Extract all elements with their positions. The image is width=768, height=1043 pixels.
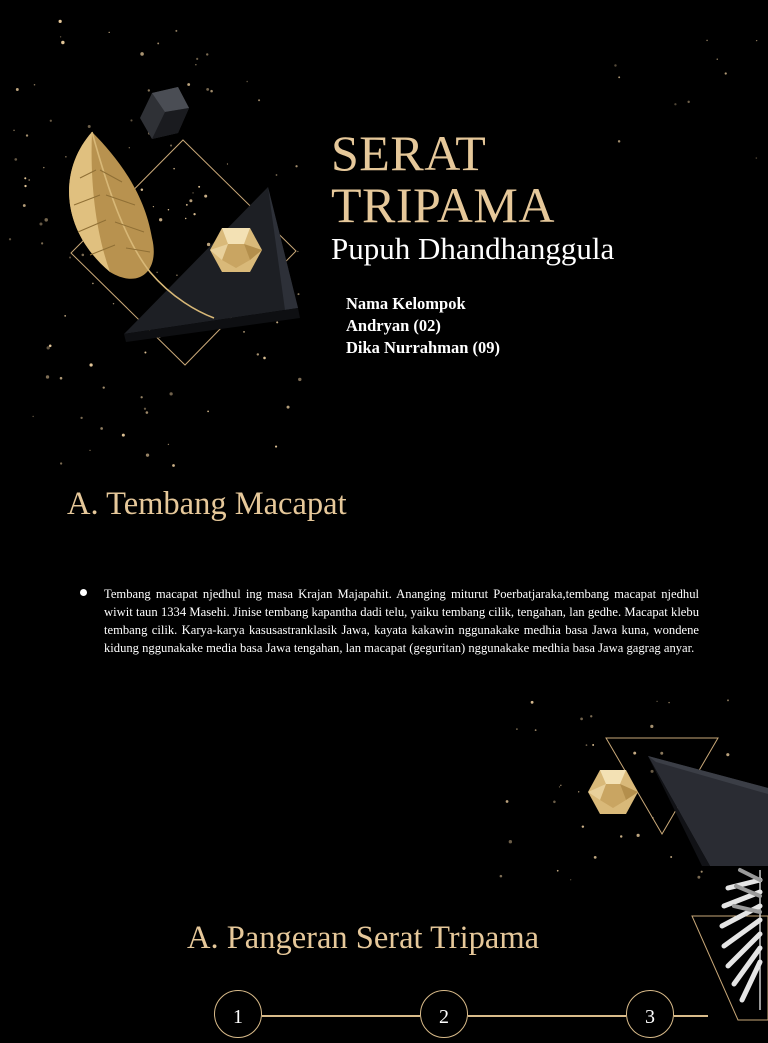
star-dot xyxy=(172,464,175,467)
star-dot xyxy=(553,801,556,804)
star-dot xyxy=(80,417,82,419)
step-connector xyxy=(674,1015,708,1017)
star-dot xyxy=(168,444,169,445)
subtitle: Pupuh Dhandhanggula xyxy=(331,231,615,266)
section-heading-tembang-macapat: A. Tembang Macapat xyxy=(67,486,347,522)
title-line-2: TRIPAMA xyxy=(331,177,555,233)
gold-gem-icon xyxy=(588,770,638,814)
star-dot xyxy=(146,454,149,457)
star-dot xyxy=(32,416,33,417)
star-dot xyxy=(516,728,517,729)
step-circle-3: 3 xyxy=(626,990,674,1038)
star-dot xyxy=(500,875,503,878)
star-dot xyxy=(727,699,729,701)
star-dot xyxy=(656,701,657,702)
star-dot xyxy=(614,64,616,66)
decor-bottom-right xyxy=(560,720,768,1024)
member-item: Dika Nurrahman (09) xyxy=(346,338,501,357)
star-dot xyxy=(275,446,277,448)
star-dot xyxy=(122,434,125,437)
star-dot xyxy=(146,411,149,414)
title-line-1: SERAT xyxy=(331,125,487,181)
star-dot xyxy=(756,157,758,159)
star-dot xyxy=(618,76,620,78)
star-dot xyxy=(287,406,290,409)
bullet-paragraph: Tembang macapat njedhul ing masa Krajan Majapahit. Ananging miturut Poerbatjaraka,tembang macapat njedhul wiwit taun 1334 Masehi. Jinise tembang kapantha dadi telu, yaiku tembang cilik, tengahan, lan gedhe. Macapat klebu tembang cilik. Karya-karya kasusastranklasik Jawa, kayata kakawin nggunakake medhia basa Jawa kuna, wondene kidung nggunakake media basa Jawa tengahan, lan macapat (geguritan) nggunakake medhia basa Jawa gagrag anyar. xyxy=(104,587,699,655)
star-dot xyxy=(590,715,592,717)
star-dot xyxy=(618,140,620,142)
star-dot xyxy=(756,40,757,41)
dark-prism-icon xyxy=(648,756,768,866)
star-dot xyxy=(706,40,708,42)
dark-gem-icon xyxy=(140,87,189,139)
step-circle-2: 2 xyxy=(420,990,468,1038)
star-dot xyxy=(509,840,512,843)
step-circle-1: 1 xyxy=(214,990,262,1038)
star-dot xyxy=(557,870,559,872)
step-connector xyxy=(262,1015,420,1017)
star-dot xyxy=(725,72,727,74)
star-dot xyxy=(674,103,676,105)
section-heading-pangeran-serat-tripama: A. Pangeran Serat Tripama xyxy=(187,920,540,956)
star-dot xyxy=(668,702,669,703)
palm-leaf-icon xyxy=(722,870,760,1010)
decor-top-left xyxy=(0,0,320,400)
star-dot xyxy=(100,427,103,430)
star-dot xyxy=(717,59,718,60)
star-dot xyxy=(506,800,509,803)
step-connector xyxy=(468,1015,626,1017)
member-heading: Nama Kelompok xyxy=(346,294,466,313)
star-dot xyxy=(144,408,146,410)
star-dot xyxy=(687,101,689,103)
star-dot xyxy=(531,701,534,704)
star-dot xyxy=(535,729,537,731)
star-dot xyxy=(60,462,62,464)
member-list xyxy=(346,293,500,359)
star-dot xyxy=(89,450,90,451)
star-dot xyxy=(207,410,209,412)
bullet-icon xyxy=(80,589,87,596)
member-item: Andryan (02) xyxy=(346,316,441,335)
